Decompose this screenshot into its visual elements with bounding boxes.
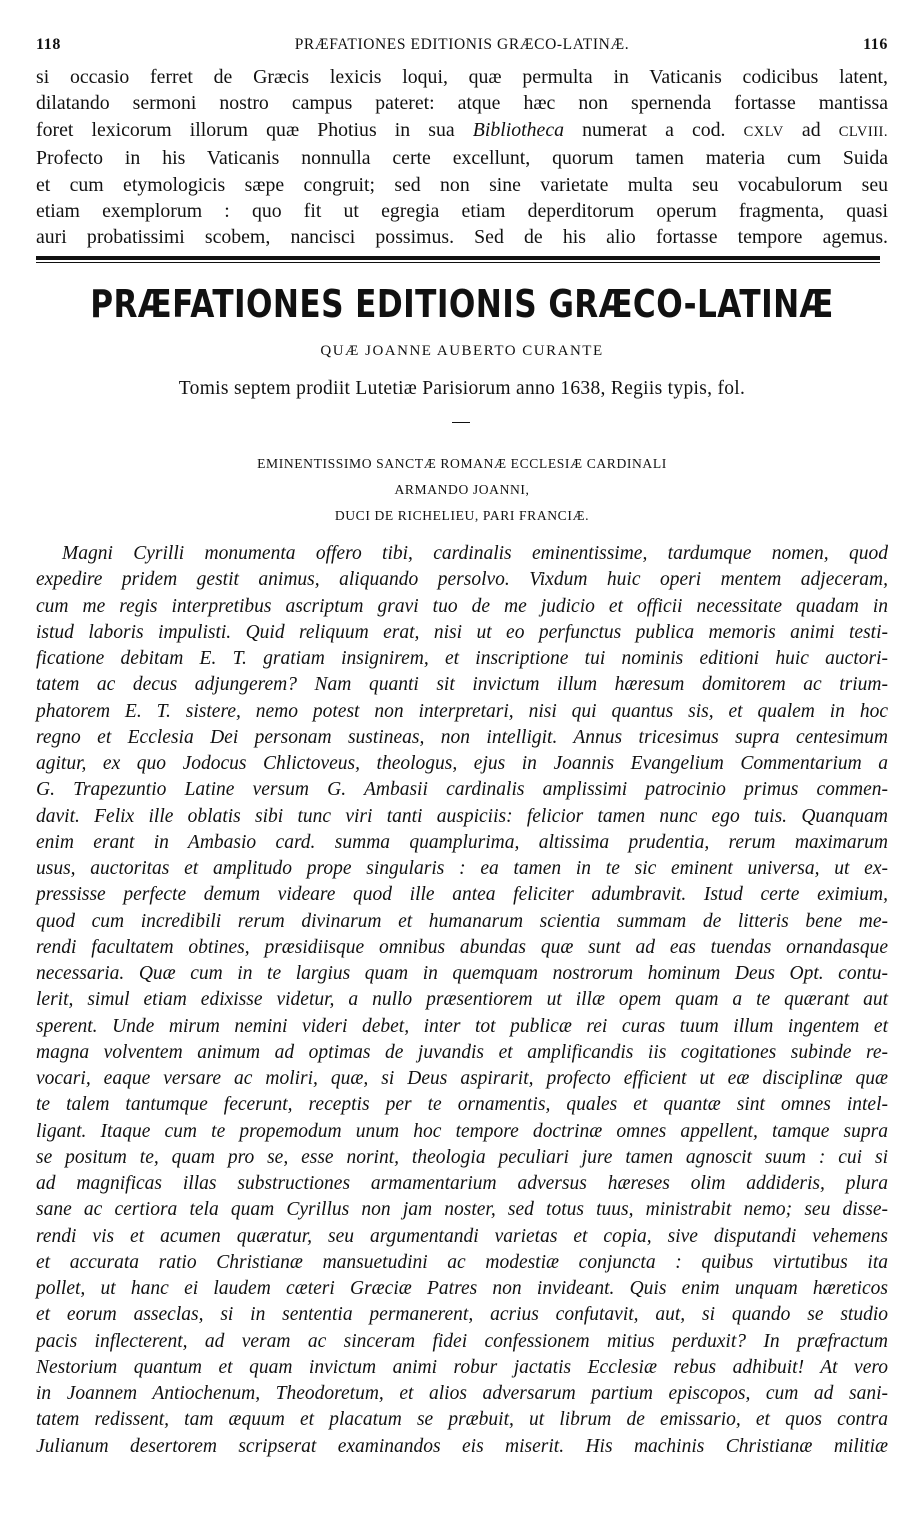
running-head-title: PRÆFATIONES EDITIONIS GRÆCO-LATINÆ. [294,36,630,53]
left-page-number: 118 [36,36,61,53]
intro-line-3-ad: ad [801,118,821,141]
short-dash-divider [452,422,470,423]
letter-line: et eorum asseclas, si in sententia permanerent, acrius confutavit, aut, si quando se studio [36,1304,888,1326]
letter-line: Julianum desertorem scripserat examinandos eis miserit. His machinis Christianæ militiæ [36,1435,888,1457]
intro-line: etiam exemplorum : quo fit ut egregia etiam deperditorum operum fragmenta, quasi [36,200,888,223]
letter-line: ad magnificas illas substructiones armamentarium adversus hæreses olim addideris, plura [36,1173,888,1194]
letter-line: expedire pridem gestit animus, aliquando persolvo. Vixdum huic operi mentem adjeceram, [36,569,888,591]
letter-line: sane ac certiora tela quam Cyrillus non jam noster, sed totus tuus, ministrabit nemo; seu disse- [36,1199,888,1221]
letter-line: pollet, ut hanc ei laudem cæteri Græciæ Patres non invideant. Quis enim unquam hæreticos [36,1278,888,1299]
letter-line: cum me regis interpretibus ascriptum gravi tuo de me judicio et officii necessitate quadam in [36,595,888,617]
letter-line: tatem redissent, tam æquum et placatum se præbuit, ut librum de emissario, et quos contra [36,1409,888,1431]
right-page-number: 116 [863,36,888,53]
letter-body [36,541,888,1460]
letter-line: te talem tantumque fecerunt, receptis per te ornamentis, quales et quantæ sint omnes intel- [36,1094,888,1116]
letter-line: Magni Cyrilli monumenta offero tibi, cardinalis eminentissime, tardumque nomen, quod [62,543,888,564]
letter-line: necessaria. Quæ cum in te largius quam in quemquam nostrorum hominum Deus Opt. contu- [36,963,888,984]
bibliotheca-title: Bibliotheca [472,118,564,141]
letter-line: ligant. Itaque cum te propemodum unum hoc tempore doctrinæ omnes appellent, tamque supra [36,1120,888,1142]
intro-line: si occasio ferret de Græcis lexicis loqui, quæ permulta in Vaticanis codicibus latent, [36,66,888,88]
running-head [36,34,888,56]
letter-line: ficatione debitam E. T. gratiam insignirem, et inscriptione tui nominis editioni huic auctori- [36,648,888,669]
letter-line: enim erant in Ambasio card. summa quamplurima, altissima prudentia, rerum maximarum [36,831,888,853]
codex-number-end: CLVIII. [838,123,889,140]
letter-line: in Joannem Antiochenum, Theodoretum, et alios adversarum partium episcopos, cum ad sani- [36,1383,888,1404]
letter-line: lerit, simul etiam edixisse videtur, a nullo præsentiorem ut illæ opem quam a te quærant aut [36,989,888,1011]
letter-line: magna volventem animum ad optimas de juvandis et amplificandis iis cogitationes subinde re- [36,1041,888,1063]
intro-line: Profecto in his Vaticanis nonnulla certe excellunt, quorum tamen materia cum Suida [36,147,888,170]
letter-line: agitur, ex quo Jodocus Chlictoveus, theologus, ejus in Joannis Evangelium Commentarium a [36,753,888,774]
letter-line: sperent. Unde mirum nemini videri debet, inter tot publicæ rei curas tuum illum ingentem et [36,1015,888,1037]
publication-line: Tomis septem prodiit Lutetiæ Parisiorum anno 1638, Regiis typis, fol. [178,378,746,399]
dedication-block [0,451,924,529]
intro-paragraph [36,64,888,251]
dedication-line: DUCI DE RICHELIEU, PARI FRANCIÆ. [334,508,590,523]
section-divider [36,256,880,263]
letter-line: tatem ac decus adjungerem? Nam quanti sit invictum illum hæresum domitorem ac trium- [36,674,888,696]
intro-line-3-mid: numerat a cod. [582,118,726,141]
letter-line: vocari, eaque versare ac moliri, quæ, si Deus aspirarit, profecto efficient ut eæ disciplinæ quæ [36,1068,888,1089]
letter-line: istud laboris impulisti. Quid reliquum erat, nisi ut eo perfunctus publica memoris animi testi- [36,621,888,643]
letter-line: davit. Felix ille oblatis sibi tunc viri tanti auspiciis: felicior tamen nunc ego tuis. Quanquam [36,805,888,827]
letter-line: et accurata ratio Christianæ mansuetudini ac modestiæ conjuncta : quibus virtutibus ita [36,1251,888,1273]
letter-line: pacis inflecterent, ad veram ac sinceram fidei confessionem mitius perduxit? In præfractum [36,1330,888,1352]
dedication-line: ARMANDO JOANNI, [394,482,530,497]
letter-line: regno et Ecclesia Dei personam sustineas, non intelligit. Annus tricesimus supra centesimum [36,726,888,748]
dedication-line: EMINENTISSIMO SANCTÆ ROMANÆ ECCLESIÆ CARDINALI [257,456,667,471]
letter-line: rendi vis et acumen quæratur, seu argumentandi varietas et copia, sive disputandi vehemens [36,1225,888,1247]
intro-line: dilatando sermoni nostro campus pateret: atque hæc non spernenda fortasse mantissa [36,92,888,115]
section-subtitle: QUÆ JOANNE AUBERTO CURANTE [320,343,604,359]
letter-line: G. Trapezuntio Latine versum G. Ambasii cardinalis amplissimi patrocinio primus commen- [36,779,888,801]
letter-line: usus, auctoritas et amplitudo prope singularis : ea tamen in te sic eminent universa, ut ex- [36,858,888,879]
intro-line [36,117,888,145]
letter-line: se positum te, quam pro se, esse norint, theologia peculiari jure tamen agnoscit suum : cui si [36,1146,888,1168]
intro-line: auri probatissimi scobem, nancisci possimus. Sed de his alio fortasse tempore agemus. [36,226,888,249]
intro-line: et cum etymologicis sæpe congruit; sed non sine varietate multa seu vocabulorum seu [36,173,888,196]
letter-line: phatorem E. T. sistere, nemo potest non interpretari, nisi qui quantus sis, et qualem in hoc [36,700,888,722]
letter-line: pressisse perfecte demum videare quod ille antea feliciter adumbravit. Istud certe eximium, [36,884,888,906]
codex-number-start: CXLV [743,123,784,140]
letter-line: quod cum incredibili rerum divinarum et humanarum scientia summam de litteris bene me- [36,910,888,932]
letter-line: rendi facultatem obtines, præsidiisque omnibus abundas quæ sunt ad eas tuendas ornandasque [36,936,888,958]
intro-line-3-start: foret lexicorum illorum quæ Photius in sua [36,118,455,141]
section-title: PRÆFATIONES EDITIONIS GRÆCO-LATINÆ [90,282,834,326]
letter-line: Nestorium quantum et quam invictum animi robur jactatis Ecclesiæ rebus adhibuit! At vero [36,1356,888,1378]
